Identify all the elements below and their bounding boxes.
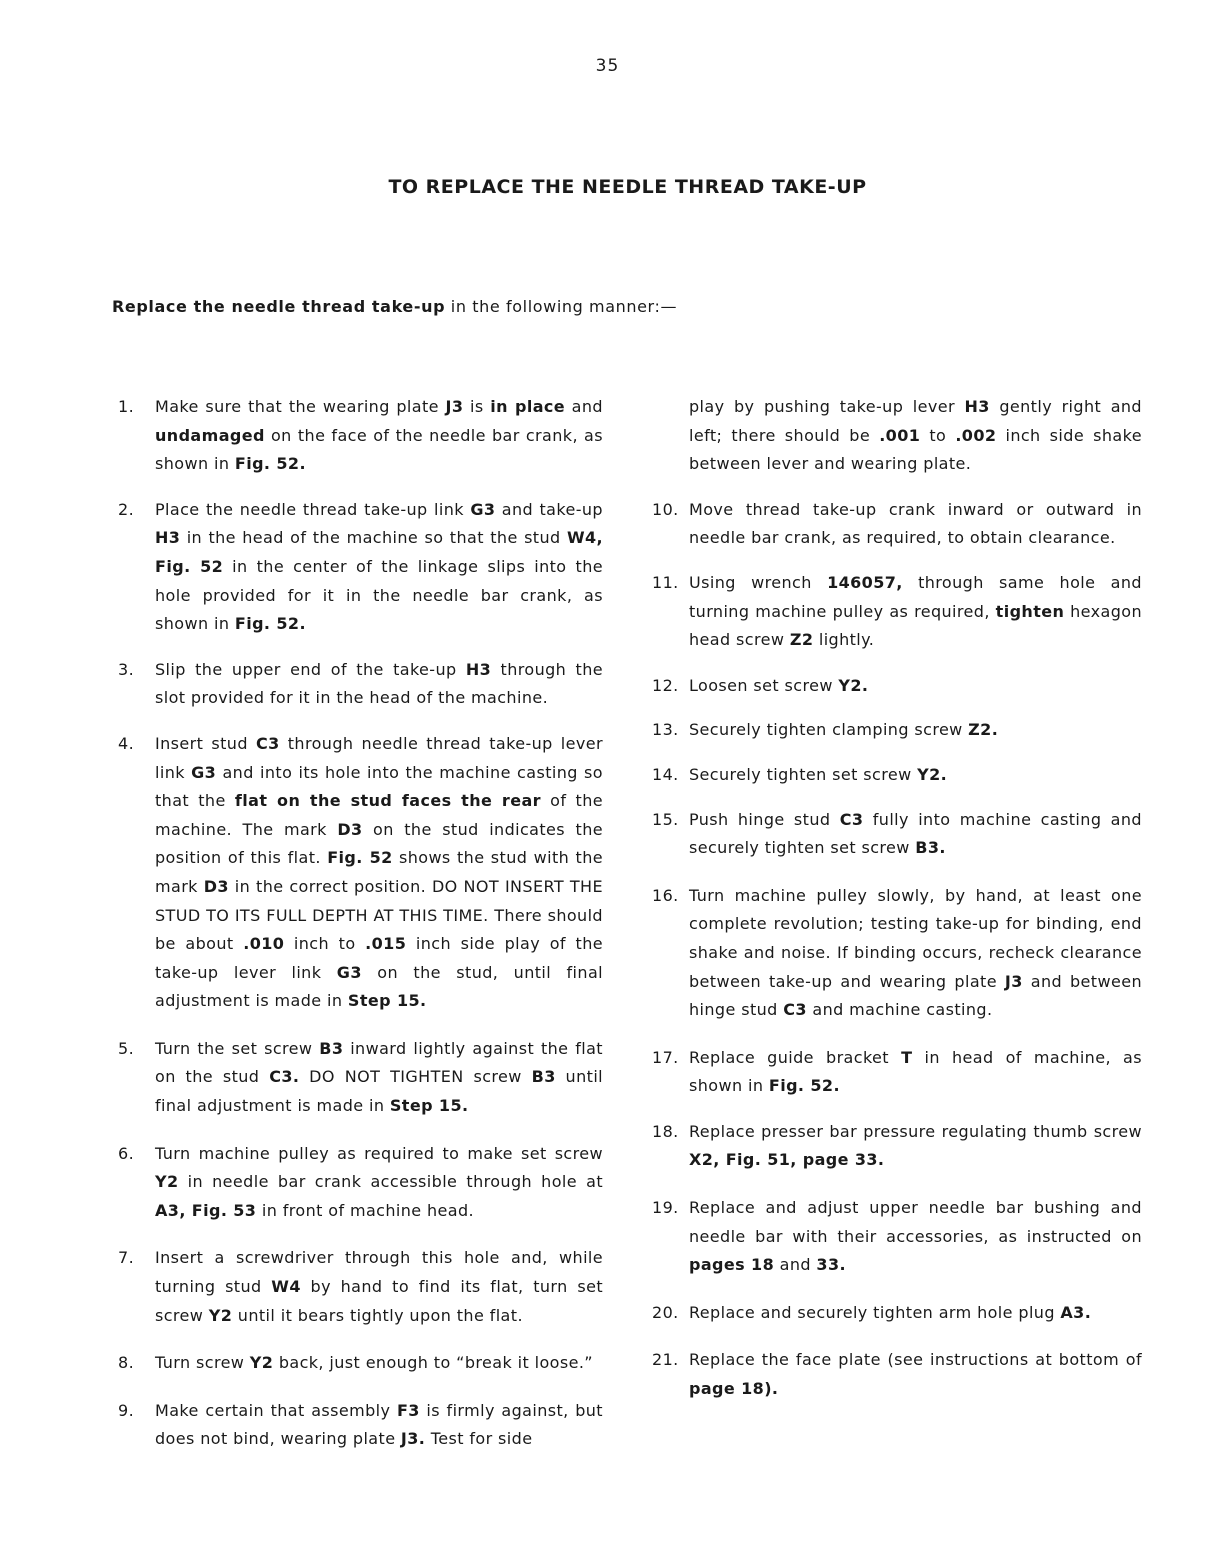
step-item: [118, 656, 603, 713]
page-title: TO REPLACE THE NEEDLE THREAD TAKE-UP: [388, 176, 867, 198]
step-number: 19.: [652, 1198, 679, 1218]
step-item: [652, 1118, 1142, 1175]
step-item: [118, 496, 603, 639]
step-text: Replace and securely tighten arm hole plug A3.: [689, 1302, 1092, 1322]
step-text: Move thread take-up crank inward or outward in needle bar crank, as required, to obtain clearance.: [689, 499, 1142, 548]
step-text: Turn machine pulley slowly, by hand, at least one complete revolution; testing take-up for binding, end shake and noise. If binding occurs, recheck clearance between take-up and wearing plate J3 and between hinge stud C3 and machine casting.: [689, 885, 1142, 1020]
step-number: 3.: [118, 659, 135, 679]
step-text: Turn machine pulley as required to make set screw Y2 in needle bar crank accessible through hole at A3, Fig. 53 in front of machine head.: [155, 1143, 603, 1220]
page-number: 35: [595, 56, 620, 76]
step-number: 7.: [118, 1248, 135, 1268]
step-number: 2.: [118, 499, 135, 519]
step-number: 5.: [118, 1038, 135, 1058]
step-number: 12.: [652, 675, 679, 695]
step-item: [652, 496, 1142, 553]
step-item: [652, 1044, 1142, 1101]
step-number: 15.: [652, 809, 679, 829]
step-item: [118, 1349, 603, 1378]
step-text: Replace guide bracket T in head of machine, as shown in Fig. 52.: [689, 1047, 1142, 1096]
step-item: [118, 1397, 603, 1454]
step-text: Make certain that assembly F3 is firmly against, but does not bind, wearing plate J3. Test for side: [155, 1400, 603, 1449]
step-item: [652, 1299, 1142, 1328]
step-number: [652, 393, 689, 479]
step-item: [652, 1346, 1142, 1403]
step-number: 21.: [652, 1350, 679, 1370]
step-number: 20.: [652, 1302, 679, 1322]
step-item: [652, 882, 1142, 1025]
step-number: 6.: [118, 1143, 135, 1163]
step-text: Replace and adjust upper needle bar bushing and needle bar with their accessories, as instructed on pages 18 and 33.: [689, 1198, 1142, 1275]
step-number: 14.: [652, 764, 679, 784]
step-text: play by pushing take-up lever H3 gently right and left; there should be .001 to .002 inch side shake between lever and wearing plate.: [689, 397, 1142, 474]
step-number: 1.: [118, 397, 135, 416]
step-text: Push hinge stud C3 fully into machine casting and securely tighten set screw B3.: [689, 809, 1142, 858]
step-text: Slip the upper end of the take-up H3 through the slot provided for it in the head of the machine.: [155, 659, 603, 708]
step-item: [118, 1140, 603, 1226]
step-number: 16.: [652, 885, 679, 905]
intro-bold: Replace the needle thread take-up: [112, 297, 446, 316]
step-item: [118, 1035, 603, 1121]
step-item: [652, 806, 1142, 863]
step-text: Insert stud C3 through needle thread take-up lever link G3 and into its hole into the machine casting so that the flat on the stud faces the rear of the machine. The mark D3 on the stud indicates the position of this flat. Fig. 52 shows the stud with the mark D3 in the correct position. DO NOT INSERT THE STUD TO ITS FULL DEPTH AT THIS TIME. There should be about .010 inch to .015 inch side play of the take-up lever link G3 on the stud, until final adjustment is made in Step 15.: [155, 733, 604, 1011]
step-item: [652, 716, 1142, 745]
step-text: Securely tighten set screw Y2.: [689, 764, 948, 784]
step-text: Insert a screwdriver through this hole and, while turning stud W4 by hand to find its flat, turn set screw Y2 until it bears tightly upon the flat.: [155, 1248, 604, 1325]
step-text: Using wrench 146057, through same hole and turning machine pulley as required, tighten hexagon head screw Z2 lightly.: [689, 572, 1142, 650]
step-number: 8.: [118, 1353, 135, 1373]
step-item: [118, 730, 603, 1016]
step-text: Make sure that the wearing plate J3 is in place and undamaged on the face of the needle bar crank, as shown in Fig. 52.: [155, 397, 603, 474]
step-number: 11.: [652, 572, 679, 592]
step-number: 4.: [118, 733, 135, 753]
step-number: 13.: [652, 720, 679, 740]
step-text: Loosen set screw Y2.: [689, 675, 869, 695]
step-item: [652, 393, 1142, 479]
step-item: [652, 672, 1142, 701]
step-text: Turn the set screw B3 inward lightly against the flat on the stud C3. DO NOT TIGHTEN screw B3 until final adjustment is made in Step 15.: [155, 1038, 604, 1116]
step-number: 10.: [652, 499, 679, 519]
step-number: 9.: [118, 1400, 135, 1420]
step-text: Turn screw Y2 back, just enough to “break it loose.”: [155, 1353, 593, 1373]
step-number: 17.: [652, 1047, 679, 1067]
step-item: [118, 1244, 603, 1330]
step-text: Replace presser bar pressure regulating thumb screw X2, Fig. 51, page 33.: [689, 1121, 1142, 1170]
step-text: Securely tighten clamping screw Z2.: [689, 720, 999, 740]
step-text: Replace the face plate (see instructions at bottom of page 18).: [689, 1350, 1142, 1399]
right-column: [652, 393, 1142, 1404]
left-column: [118, 393, 603, 1454]
intro-paragraph: [112, 297, 677, 316]
step-item: [652, 1194, 1142, 1280]
step-item: [652, 569, 1142, 655]
step-text: Place the needle thread take-up link G3 and take-up H3 in the head of the machine so that the stud W4, Fig. 52 in the center of the linkage slips into the hole provided for it in the needle bar crank, as shown in Fig. 52.: [155, 499, 603, 634]
intro-rest: in the following manner:—: [445, 297, 678, 316]
step-number: 18.: [652, 1121, 679, 1141]
step-item: [118, 393, 603, 479]
step-item: [652, 761, 1142, 790]
